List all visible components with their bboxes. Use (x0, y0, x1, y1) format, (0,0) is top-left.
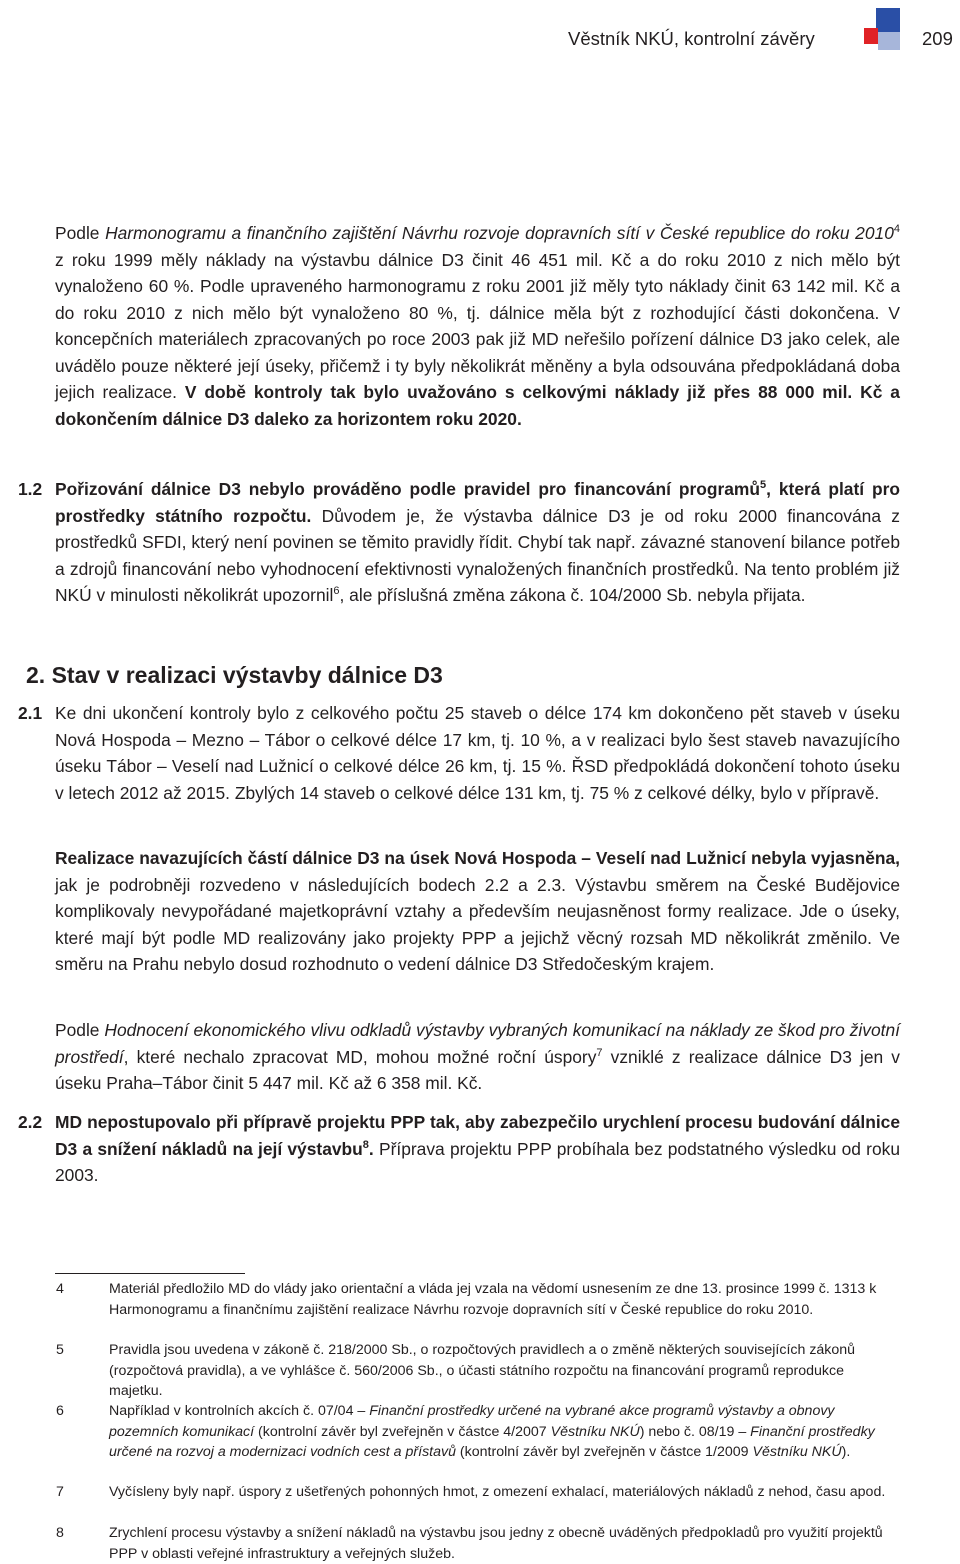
footnote-number: 6 (56, 1403, 64, 1419)
paragraph-2-1: Ke dni ukončení kontroly bylo z celkového počtu 25 staveb o délce 174 km dokončeno pět staveb v úseku Nová Hospoda – Mezno – Tábor o celkové délce 17 km, tj. 10 %, a v realizaci bylo šest staveb navazujícího úseku Tábor – Veselí nad Lužnicí o celkové délce 26 km, tj. 15 %. ŘSD předpokládá dokončení tohoto úseku v letech 2012 až 2015. Zbylých 14 staveb o celkové délce 131 km, tj. 75 % z celkové délky, bylo v přípravě. (55, 703, 900, 803)
footnote-number: 8 (56, 1525, 64, 1541)
footnote-text: Vyčísleny byly např. úspory z ušetřených pohonných hmot, z omezení exhalací, materiálových nákladů z nehod, času apod. (109, 1484, 886, 1500)
footnote-number: 5 (56, 1342, 64, 1358)
footnote-text: Například v kontrolních akcích č. 07/04 – Finanční prostředky určené na vybrané akce programů výstavby a obnovy pozemních komunikací (kontrolní závěr byl zveřejněn v částce 4/2007 Věstníku NKÚ) nebo č. 08/19 – Finanční prostředky určené na rozvoj a modernizaci vodních cest a přístavů (kontrolní závěr byl zveřejněn v částce 1/2009 Věstníku NKÚ). (109, 1403, 875, 1460)
logo-red-square (864, 28, 878, 44)
paragraph-harmonogram: Podle Harmonogramu a finančního zajištění Návrhu rozvoje dopravních sítí v České republice do roku 2010$^4$ z roku 1999 měly náklady na výstavbu dálnice D3 činit 46 451 mil. Kč a do roku 2010 z nich mělo být vynaloženo 60 %. Podle upraveného harmonogramu z roku 2001 již měly tyto náklady činit 63 142 mil. Kč a do roku 2010 z nich mělo být vynaloženo 80 %, tj. dálnice měla být z rozhodující části dokončena. V koncepčních materiálech zpracovaných po roce 2003 pak již MD neřešilo pořízení dálnice D3 jako celek, ale uvádělo pouze některé její úseky, přičemž i ty byly několikrát měněny a byla odsouvána předpokládaná doba jejich realizace. V době kontroly tak bylo uvažováno s celkovými náklady již přes 88 000 mil. Kč a dokončením dálnice D3 daleko za horizontem roku 2020. (55, 223, 900, 429)
section-heading: 2. Stav v realizaci výstavby dálnice D3 (26, 662, 443, 688)
point-number-2-1: 2.1 (18, 703, 43, 723)
logo-lightblue-square (878, 32, 900, 50)
footnote-text: Zrychlení procesu výstavby a snížení nákladů na výstavbu jsou jedny z obecně uváděných předpokladů pro využití projektů PPP v oblasti veřejné infrastruktury a veřejných služeb. (109, 1525, 883, 1562)
point-number-2-2: 2.2 (18, 1112, 43, 1132)
nku-logo (862, 8, 902, 52)
paragraph-2-1-hodnoceni: Podle Hodnocení ekonomického vlivu odkladů výstavby vybraných komunikací na náklady ze škod pro životní prostředí, které nechalo zpracovat MD, mohou možné roční úspory$^7$ vzniklé z realizace dálnice D3 jen v úseku Praha–Tábor činit 5 447 mil. Kč až 6 358 mil. Kč. (55, 1020, 900, 1093)
footnote-number: 7 (56, 1484, 64, 1500)
page-number: 209 (922, 28, 953, 49)
footnote-text: Pravidla jsou uvedena v zákoně č. 218/2000 Sb., o rozpočtových pravidlech a o změně některých souvisejících zákonů (rozpočtová pravidla), a ve vyhlášce č. 560/2006 Sb., o účasti státního rozpočtu na financování programů reprodukce majetku. (109, 1342, 856, 1399)
paragraph-1-2: Pořizování dálnice D3 nebylo prováděno podle pravidel pro financování programů$^5$, která platí pro prostředky státního rozpočtu. Důvodem je, že výstavba dálnice D3 je od roku 2000 financována z prostředků SFDI, který není povinen se těmito pravidly řídit. Chybí tak např. závazné stanovení bilance potřeb a zdrojů financování nebo vyhodnocení efektivnosti vynaložených finančních prostředků. Na tento problém již NKÚ v minulosti několikrát upozornil$^6$, ale příslušná změna zákona č. 104/2000 Sb. nebyla přijata. (55, 479, 900, 605)
point-number-1-2: 1.2 (18, 479, 43, 499)
paragraph-2-1-realizace: Realizace navazujících částí dálnice D3 na úsek Nová Hospoda – Veselí nad Lužnicí nebyla vyjasněna, jak je podrobněji rozvedeno v následujících bodech 2.2 a 2.3. Výstavbu směrem na České Budějovice komplikovaly nevypořádané majetkoprávní vztahy a především neujasněnost formy realizace. Jde o úseky, které mají být podle MD realizovány jako projekty PPP a jejichž věcný rozsah MD několikrát změnilo. Ve směru na Prahu nebylo dosud rozhodnuto o vedení dálnice D3 Středočeským krajem. (55, 848, 900, 974)
footnote-rule (55, 1273, 245, 1274)
footnote-number: 4 (56, 1281, 64, 1297)
footnote-text: Materiál předložilo MD do vlády jako orientační a vláda jej vzala na vědomí usnesením ze dne 13. prosince 1999 č. 1313 k Harmonogramu a finančnímu zajištění realizace Návrhu rozvoje dopravních sítí v České republice do roku 2010. (109, 1281, 877, 1318)
paragraph-2-2: MD nepostupovalo při přípravě projektu PPP tak, aby zabezpečilo urychlení procesu budování dálnice D3 a snížení nákladů na její výstavbu$^8$. Příprava projektu PPP probíhala bez podstatného výsledku od roku 2003. (55, 1112, 901, 1185)
running-header-title: Věstník NKÚ, kontrolní závěry (568, 28, 815, 49)
logo-blue-square (876, 8, 900, 32)
